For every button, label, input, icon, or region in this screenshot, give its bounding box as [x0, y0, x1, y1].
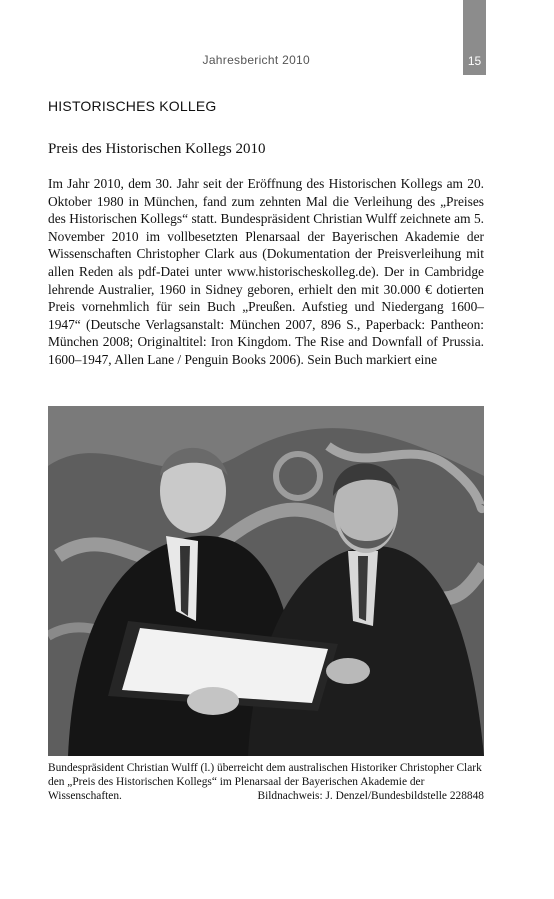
- photo-credit: Bildnachweis: J. Denzel/Bundesbildstelle 228848: [257, 790, 484, 802]
- caption-credit-line: [48, 789, 484, 803]
- award-photo: [48, 406, 484, 756]
- award-photo-illustration: [48, 406, 484, 756]
- page-number: 15: [467, 54, 482, 68]
- caption-end: Wissenschaften.: [48, 790, 122, 802]
- caption-text: Bundespräsident Christian Wulff (l.) überreicht dem australischen Historiker Christopher Clark den „Preis des Historischen Kollegs“ im Plenarsaal der Bayerischen Akademie der: [48, 762, 482, 788]
- article-body: Im Jahr 2010, dem 30. Jahr seit der Eröffnung des Historischen Kollegs am 20. Oktober 1980 in München, fand zum zehnten Mal die Verleihung des „Preises des Historischen Kollegs“ statt. Bundespräsident Christian Wulff zeichnete am 5. November 2010 im vollbesetzten Plenarsaal der Bayerischen Akademie der Wissenschaften Christopher Clark aus (Dokumentation der Preisverleihung mit allen Reden als pdf-Datei unter www.historischeskolleg.de). Der in Cambridge lehrende Australier, 1960 in Sidney geboren, erhielt den mit 30.000 € dotierten Preis vornehmlich für sein Buch „Preußen. Aufstieg und Niedergang 1600–1947“ (Deutsche Verlagsanstalt: München 2007, 896 S., Paperback: Pantheon: München 2008; Originaltitel: Iron Kingdom. The Rise and Downfall of Prussia. 1600–1947, Allen Lane / Penguin Books 2006). Sein Buch markiert eine: [48, 176, 484, 367]
- section-title: HISTORISCHES KOLLEG: [48, 98, 217, 114]
- photo-caption: [48, 761, 484, 803]
- article-title: Preis des Historischen Kollegs 2010: [48, 141, 266, 157]
- running-header: Jahresbericht 2010: [202, 53, 310, 67]
- page-number-tab: [463, 0, 486, 75]
